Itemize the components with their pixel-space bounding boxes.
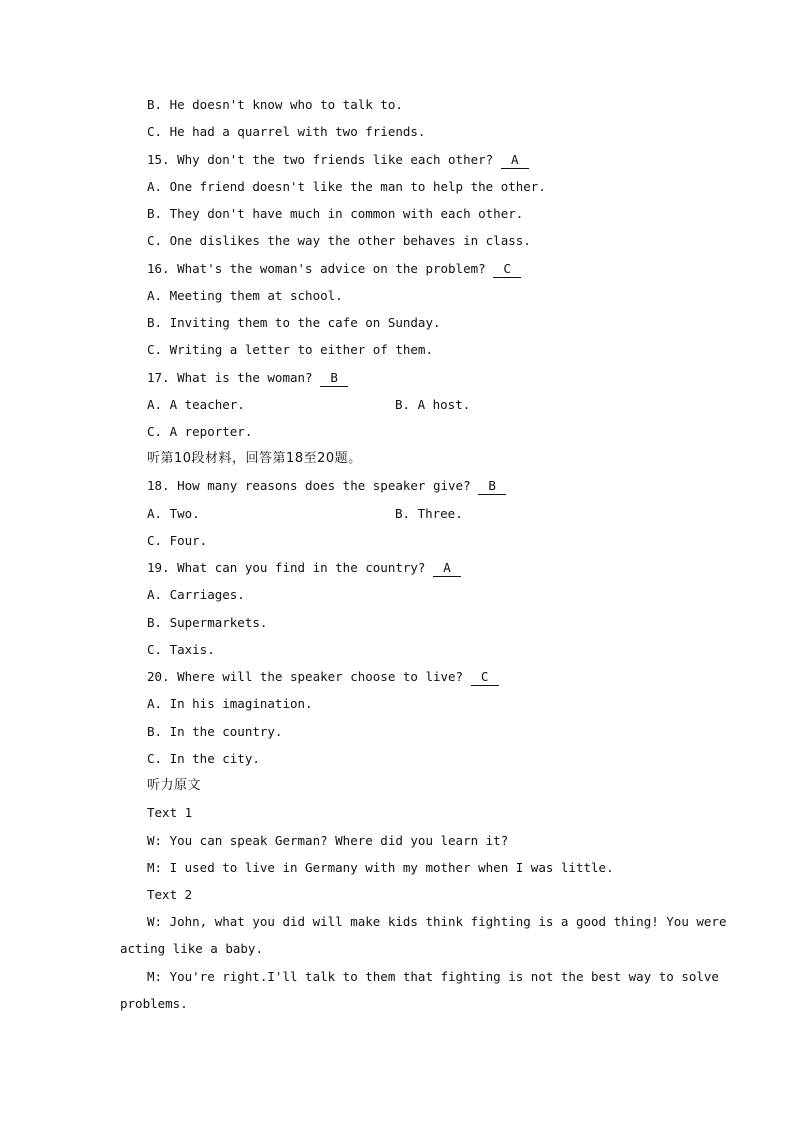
option-b: B. He doesn't know who to talk to.	[147, 97, 403, 112]
question-20	[147, 669, 499, 686]
dialogue-line: W: John, what you did will make kids think fighting is a good thing! You were	[147, 914, 727, 929]
option-c: C. A reporter.	[147, 424, 253, 439]
dialogue-line: W: You can speak German? Where did you learn it?	[147, 833, 509, 848]
question-text: 18. How many reasons does the speaker give?	[147, 478, 471, 493]
text-label: Text 2	[147, 887, 193, 902]
option-c: C. Taxis.	[147, 642, 215, 657]
question-19	[147, 560, 461, 577]
answer-blank: A	[433, 560, 461, 577]
option-b: B. Inviting them to the cafe on Sunday.	[147, 315, 441, 330]
dialogue-line-continued: acting like a baby.	[120, 941, 263, 956]
answer-blank: C	[493, 261, 521, 278]
section-instruction: 听第10段材料，回答第18至20题。	[147, 451, 362, 466]
option-a: A. In his imagination.	[147, 696, 313, 711]
option-a: A. One friend doesn't like the man to help the other.	[147, 179, 546, 194]
option-c: C. In the city.	[147, 751, 260, 766]
answer-blank: B	[320, 370, 348, 387]
option-b: B. Supermarkets.	[147, 615, 268, 630]
question-text: 19. What can you find in the country?	[147, 560, 426, 575]
question-18	[147, 478, 506, 495]
option-a: A. Two.	[147, 506, 200, 521]
question-text: 20. Where will the speaker choose to live?	[147, 669, 464, 684]
option-b: B. In the country.	[147, 724, 283, 739]
dialogue-line: M: You're right.I'll talk to them that fighting is not the best way to solve	[147, 969, 719, 984]
option-a: A. A teacher.	[147, 397, 245, 412]
answer-blank: C	[471, 669, 499, 686]
answer-blank: A	[501, 152, 529, 169]
option-a: A. Meeting them at school.	[147, 288, 343, 303]
question-16	[147, 261, 521, 278]
question-text: 17. What is the woman?	[147, 370, 313, 385]
question-text: 16. What's the woman's advice on the problem?	[147, 261, 486, 276]
option-b: B. A host.	[395, 397, 471, 412]
option-c: C. Writing a letter to either of them.	[147, 342, 433, 357]
dialogue-line: M: I used to live in Germany with my mother when I was little.	[147, 860, 614, 875]
question-text: 15. Why don't the two friends like each other?	[147, 152, 494, 167]
option-b: B. Three.	[395, 506, 463, 521]
option-b: B. They don't have much in common with each other.	[147, 206, 524, 221]
option-a: A. Carriages.	[147, 587, 245, 602]
question-17	[147, 370, 348, 387]
answer-blank: B	[478, 478, 506, 495]
option-c: C. He had a quarrel with two friends.	[147, 124, 426, 139]
option-c: C. Four.	[147, 533, 208, 548]
text-label: Text 1	[147, 805, 193, 820]
dialogue-line-continued: problems.	[120, 996, 188, 1011]
option-c: C. One dislikes the way the other behaves in class.	[147, 233, 531, 248]
question-15	[147, 152, 529, 169]
transcript-heading: 听力原文	[147, 778, 202, 793]
